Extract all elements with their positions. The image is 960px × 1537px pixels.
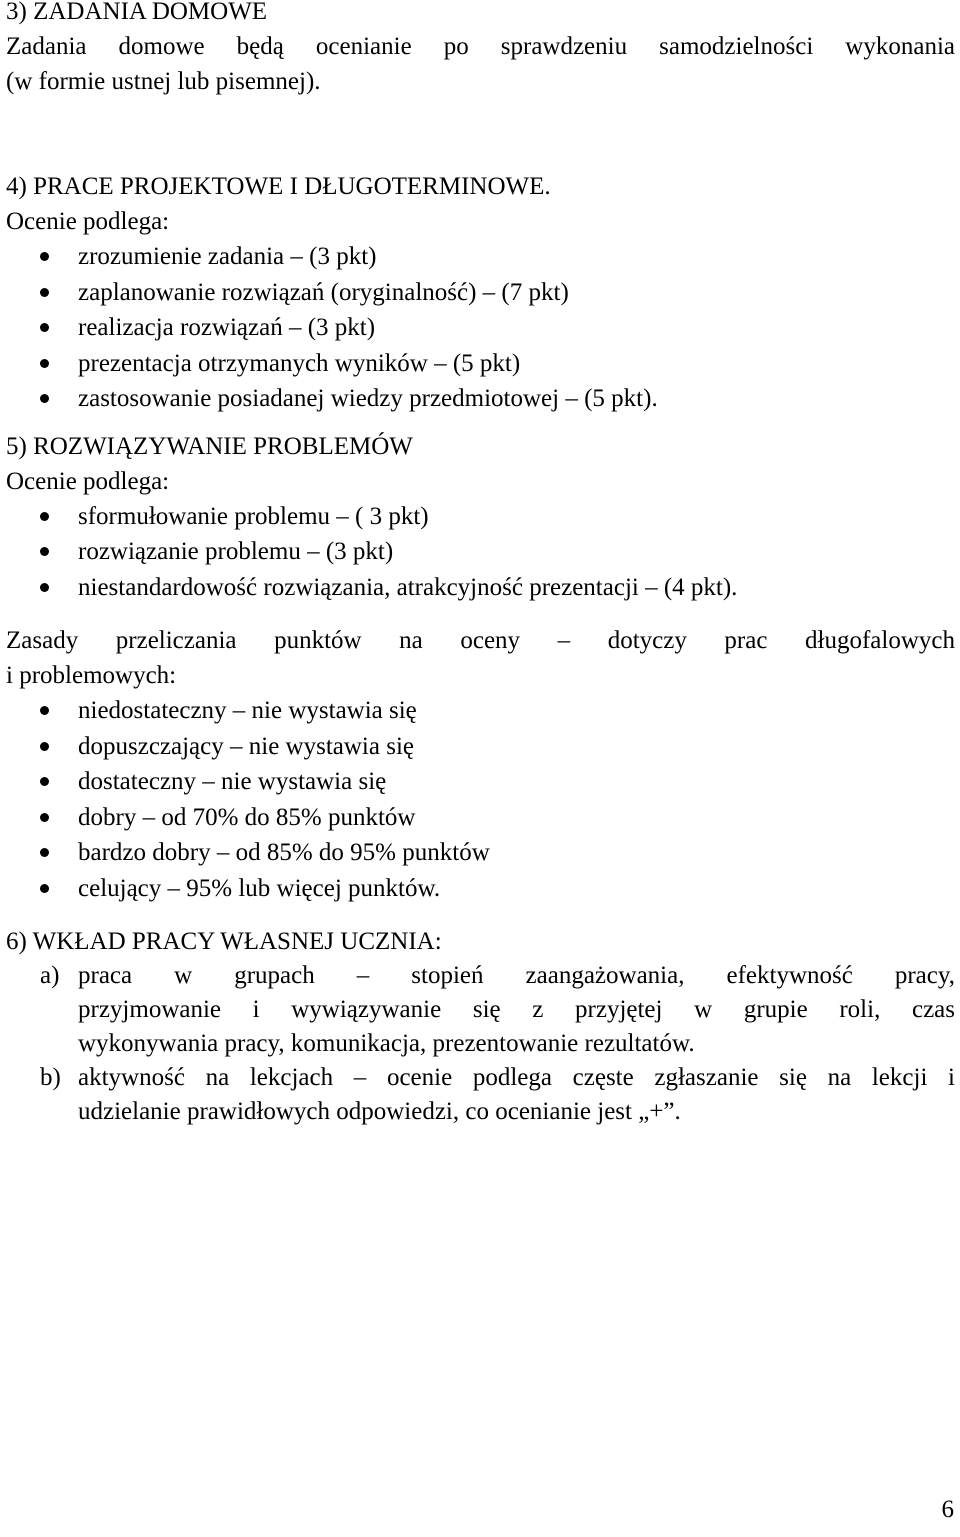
- bullet-icon: [40, 394, 49, 403]
- spacer: [6, 605, 955, 623]
- list-item: rozwiązanie problemu – (3 pkt): [6, 534, 955, 570]
- bullet-icon: [40, 848, 49, 857]
- list-item-line: wykonywania pracy, komunikacja, prezentowanie rezultatów.: [78, 1030, 695, 1057]
- section-5-heading: 5) ROZWIĄZYWANIE PROBLEMÓW: [6, 432, 413, 460]
- bullet-icon: [40, 813, 49, 822]
- list-item: sformułowanie problemu – ( 3 pkt): [6, 499, 955, 535]
- grading-list: [6, 693, 955, 906]
- bullet-icon: [40, 777, 49, 786]
- list-item: prezentacja otrzymanych wyników – (5 pkt): [6, 346, 955, 382]
- list-item-line: udzielanie prawidłowych odpowiedzi, co ocenianie jest „+”.: [78, 1098, 681, 1125]
- bullet-icon: [40, 884, 49, 893]
- section-6-heading: 6) WKŁAD PRACY WŁASNEJ UCZNIA:: [6, 928, 442, 955]
- spacer: [6, 906, 955, 924]
- section-3-text-line-1: Zadania domowe będą ocenianie po sprawdzeniu samodzielności wykonania: [6, 33, 955, 60]
- grading-intro-line-2: i problemowych:: [6, 662, 177, 689]
- bullet-icon: [40, 742, 49, 751]
- section-4-heading: 4) PRACE PROJEKTOWE I DŁUGOTERMINOWE.: [6, 173, 551, 200]
- list-item: dobry – od 70% do 85% punktów: [6, 800, 955, 836]
- list-item: dostateczny – nie wystawia się: [6, 764, 955, 800]
- list-item-line: aktywność na lekcjach – ocenie podlega częste zgłaszanie się na lekcji i: [78, 1064, 955, 1091]
- section-6-list: [6, 959, 955, 1129]
- bullet-icon: [40, 512, 49, 521]
- list-item: dopuszczający – nie wystawia się: [6, 729, 955, 765]
- section-5-list: [6, 499, 955, 606]
- bullet-icon: [40, 547, 49, 556]
- bullet-icon: [40, 583, 49, 592]
- bullet-icon: [40, 323, 49, 332]
- list-item-line: praca w grupach – stopień zaangażowania, efektywność pracy,: [78, 962, 955, 989]
- list-item: bardzo dobry – od 85% do 95% punktów: [6, 835, 955, 871]
- document-page: [6, 0, 955, 1129]
- list-item: niedostateczny – nie wystawia się: [6, 693, 955, 729]
- list-item: zastosowanie posiadanej wiedzy przedmiotowej – (5 pkt).: [6, 381, 955, 417]
- list-item: [6, 959, 955, 1061]
- bullet-icon: [40, 288, 49, 297]
- section-5-intro: Ocenie podlega:: [6, 467, 170, 495]
- bullet-icon: [40, 252, 49, 261]
- list-item: zrozumienie zadania – (3 pkt): [6, 239, 955, 275]
- list-item: zaplanowanie rozwiązań (oryginalność) – (7 pkt): [6, 275, 955, 311]
- list-item: niestandardowość rozwiązania, atrakcyjność prezentacji – (4 pkt).: [6, 570, 955, 606]
- grading-intro-line-1: Zasady przeliczania punktów na oceny – dotyczy prac długofalowych: [6, 627, 955, 654]
- list-item-line: przyjmowanie i wywiązywanie się z przyjętej w grupie roli, czas: [78, 996, 955, 1023]
- spacer: [6, 417, 955, 429]
- list-marker: a): [40, 962, 60, 989]
- list-item: celujący – 95% lub więcej punktów.: [6, 871, 955, 907]
- section-3-text-line-2: (w formie ustnej lub pisemnej).: [6, 68, 321, 95]
- list-item: realizacja rozwiązań – (3 pkt): [6, 310, 955, 346]
- bullet-icon: [40, 359, 49, 368]
- spacer: [6, 99, 955, 169]
- bullet-icon: [40, 706, 49, 715]
- section-4-list: [6, 239, 955, 417]
- list-marker: b): [40, 1064, 61, 1091]
- list-item: [6, 1061, 955, 1129]
- section-4-intro: Ocenie podlega:: [6, 208, 170, 235]
- section-3-heading: 3) ZADANIA DOMOWE: [6, 0, 268, 25]
- page-number: 6: [941, 1496, 954, 1523]
